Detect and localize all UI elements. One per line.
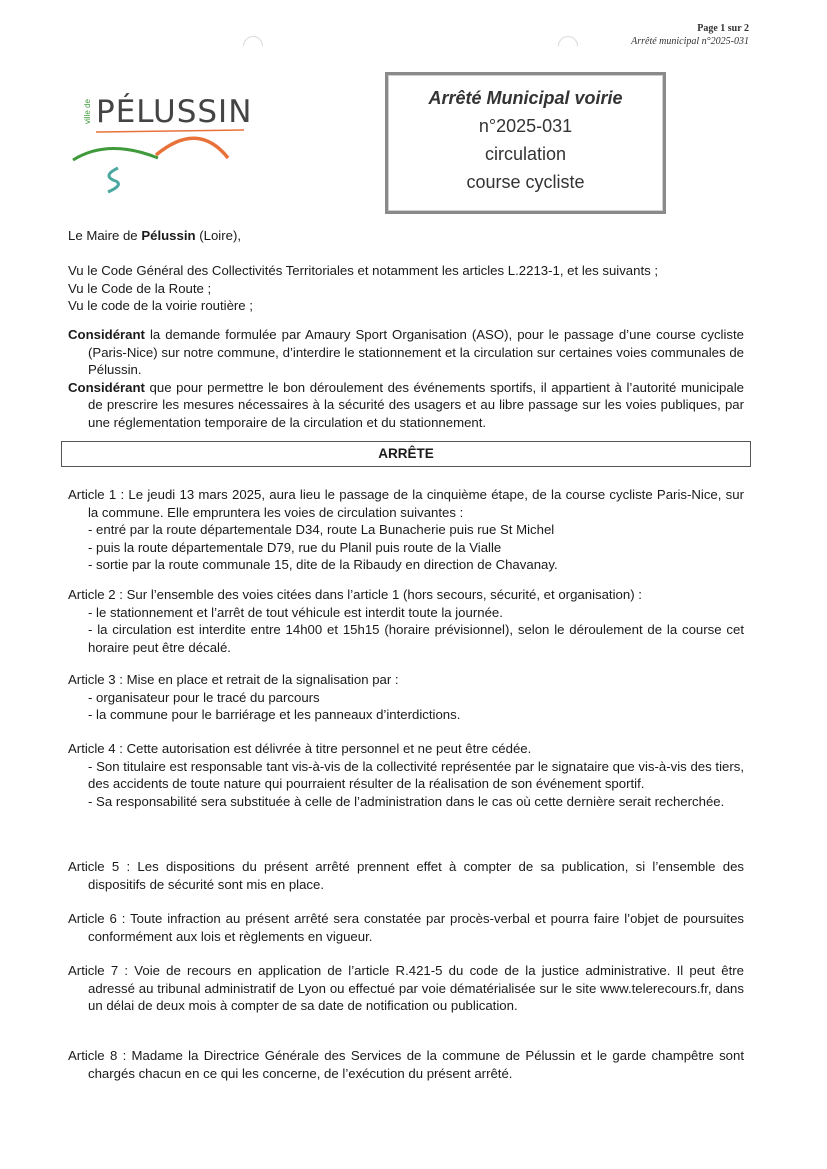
article-2: [68, 586, 744, 656]
considerants-section: [68, 326, 744, 432]
commune-name: Pélussin: [141, 228, 196, 243]
title-line-4: course cycliste: [466, 172, 585, 192]
article-item: - la commune pour le barriérage et les panneaux d’interdictions.: [88, 707, 461, 723]
maire-prefix: Le Maire de: [68, 228, 142, 243]
article-item: - puis la route départementale D79, rue du Planil puis route de la Vialle: [88, 539, 502, 555]
considerant-text: que pour permettre le bon déroulement des événements sportifs, il appartient à l’autorité municipale de prescrire les mesures nécessaires à la sécurité des usagers et au libre passage sur les voies publiques, par une réglementation temporaire de la circulation et du stationnement.: [88, 379, 744, 430]
considerant-paragraph: [68, 379, 744, 432]
maire-line: [68, 227, 744, 245]
article-item: - entré par la route départementale D34, route La Bunacherie puis rue St Michel: [88, 522, 555, 538]
town-logo: [68, 80, 253, 200]
arrete-heading: ARRÊTE: [61, 441, 751, 467]
considerant-label: Considérant: [68, 327, 145, 342]
document-reference: Arrêté municipal n°2025-031: [631, 36, 749, 47]
article-item: - sortie par la route communale 15, dite de la Ribaudy en direction de Chavanay.: [88, 557, 558, 573]
punch-hole-left: [239, 32, 267, 60]
vu-line: Vu le code de la voirie routière ;: [68, 298, 253, 314]
article-text: Article 2 : Sur l’ensemble des voies citées dans l’article 1 (hors secours, sécurité, et organisation) :: [68, 587, 642, 602]
page-number: Page 1 sur 2: [697, 23, 749, 34]
article-text: Article 8 : Madame la Directrice Générale des Services de la commune de Pélussin et le garde champêtre sont chargés chacun en ce qui les concerne, de l’exécution du présent arrêté.: [68, 1048, 744, 1081]
vu-line: Vu le Code Général des Collectivités Territoriales et notamment les articles L.2213-1, et les suivants ;: [68, 263, 659, 278]
article-item: - organisateur pour le tracé du parcours: [88, 689, 320, 705]
article-text: Article 6 : Toute infraction au présent arrêté sera constatée par procès-verbal et pourra faire l’objet de poursuites conformément aux lois et règlements en vigueur.: [68, 911, 744, 944]
article-item: - la circulation est interdite entre 14h00 et 15h15 (horaire prévisionnel), selon le déroulement de la course cet horaire peut être décalé.: [88, 622, 744, 655]
title-line-1: Arrêté Municipal voirie: [428, 88, 623, 108]
vu-line: Vu le Code de la Route ;: [68, 280, 212, 296]
punch-hole-right: [554, 32, 582, 60]
article-text: Article 1 : Le jeudi 13 mars 2025, aura lieu le passage de la cinquième étape, de la course cycliste Paris-Nice, sur la commune. Elle empruntera les voies de circulation suivantes :: [68, 487, 744, 520]
article-text: Article 3 : Mise en place et retrait de la signalisation par :: [68, 672, 399, 687]
logo-wordmark: PÉLUSSIN: [96, 94, 253, 130]
article-7: [68, 962, 744, 1015]
article-text: Article 5 : Les dispositions du présent arrêté prennent effet à compter de sa publication, si l’ensemble des dispositifs de sécurité sont mis en place.: [68, 859, 744, 892]
page-header: [631, 22, 749, 48]
article-3: [68, 671, 744, 724]
article-6: [68, 910, 744, 945]
maire-suffix: (Loire),: [195, 228, 241, 243]
title-box: [385, 72, 666, 214]
considerant-text: la demande formulée par Amaury Sport Organisation (ASO), pour le passage d’une course cycliste (Paris-Nice) sur notre commune, d’interdire le stationnement et la circulation sur certaines voies communales de Pélussin.: [88, 327, 744, 378]
article-text: Article 4 : Cette autorisation est délivrée à titre personnel et ne peut être cédée.: [68, 741, 532, 756]
article-5: [68, 858, 744, 893]
considerant-paragraph: [68, 326, 744, 379]
vu-section: [68, 262, 744, 315]
considerant-label: Considérant: [68, 379, 145, 395]
article-item: - le stationnement et l’arrêt de tout véhicule est interdit toute la journée.: [88, 604, 503, 620]
article-1: [68, 486, 744, 574]
logo-prefix: ville de: [83, 99, 92, 124]
article-item: - Sa responsabilité sera substituée à celle de l’administration dans le cas où cette dernière serait recherchée.: [88, 793, 725, 809]
title-line-2: n°2025-031: [478, 116, 573, 136]
logo-graphic: [68, 80, 253, 200]
title-line-3: circulation: [484, 144, 567, 164]
article-4: [68, 740, 744, 810]
article-8: [68, 1047, 744, 1082]
article-item: - Son titulaire est responsable tant vis-à-vis de la collectivité représentée par le signataire que vis-à-vis des tiers, des accidents de toute nature qui pourraient résulter de la réalisation de son événement sportif.: [88, 758, 744, 792]
article-text: Article 7 : Voie de recours en application de l’article R.421-5 du code de la justice administrative. Il peut être adressé au tribunal administratif de Lyon ou effectué par voie dématérialisée sur le site www.telerecours.fr, dans un délai de deux mois à compter de sa date de notification ou publication.: [68, 963, 744, 1014]
